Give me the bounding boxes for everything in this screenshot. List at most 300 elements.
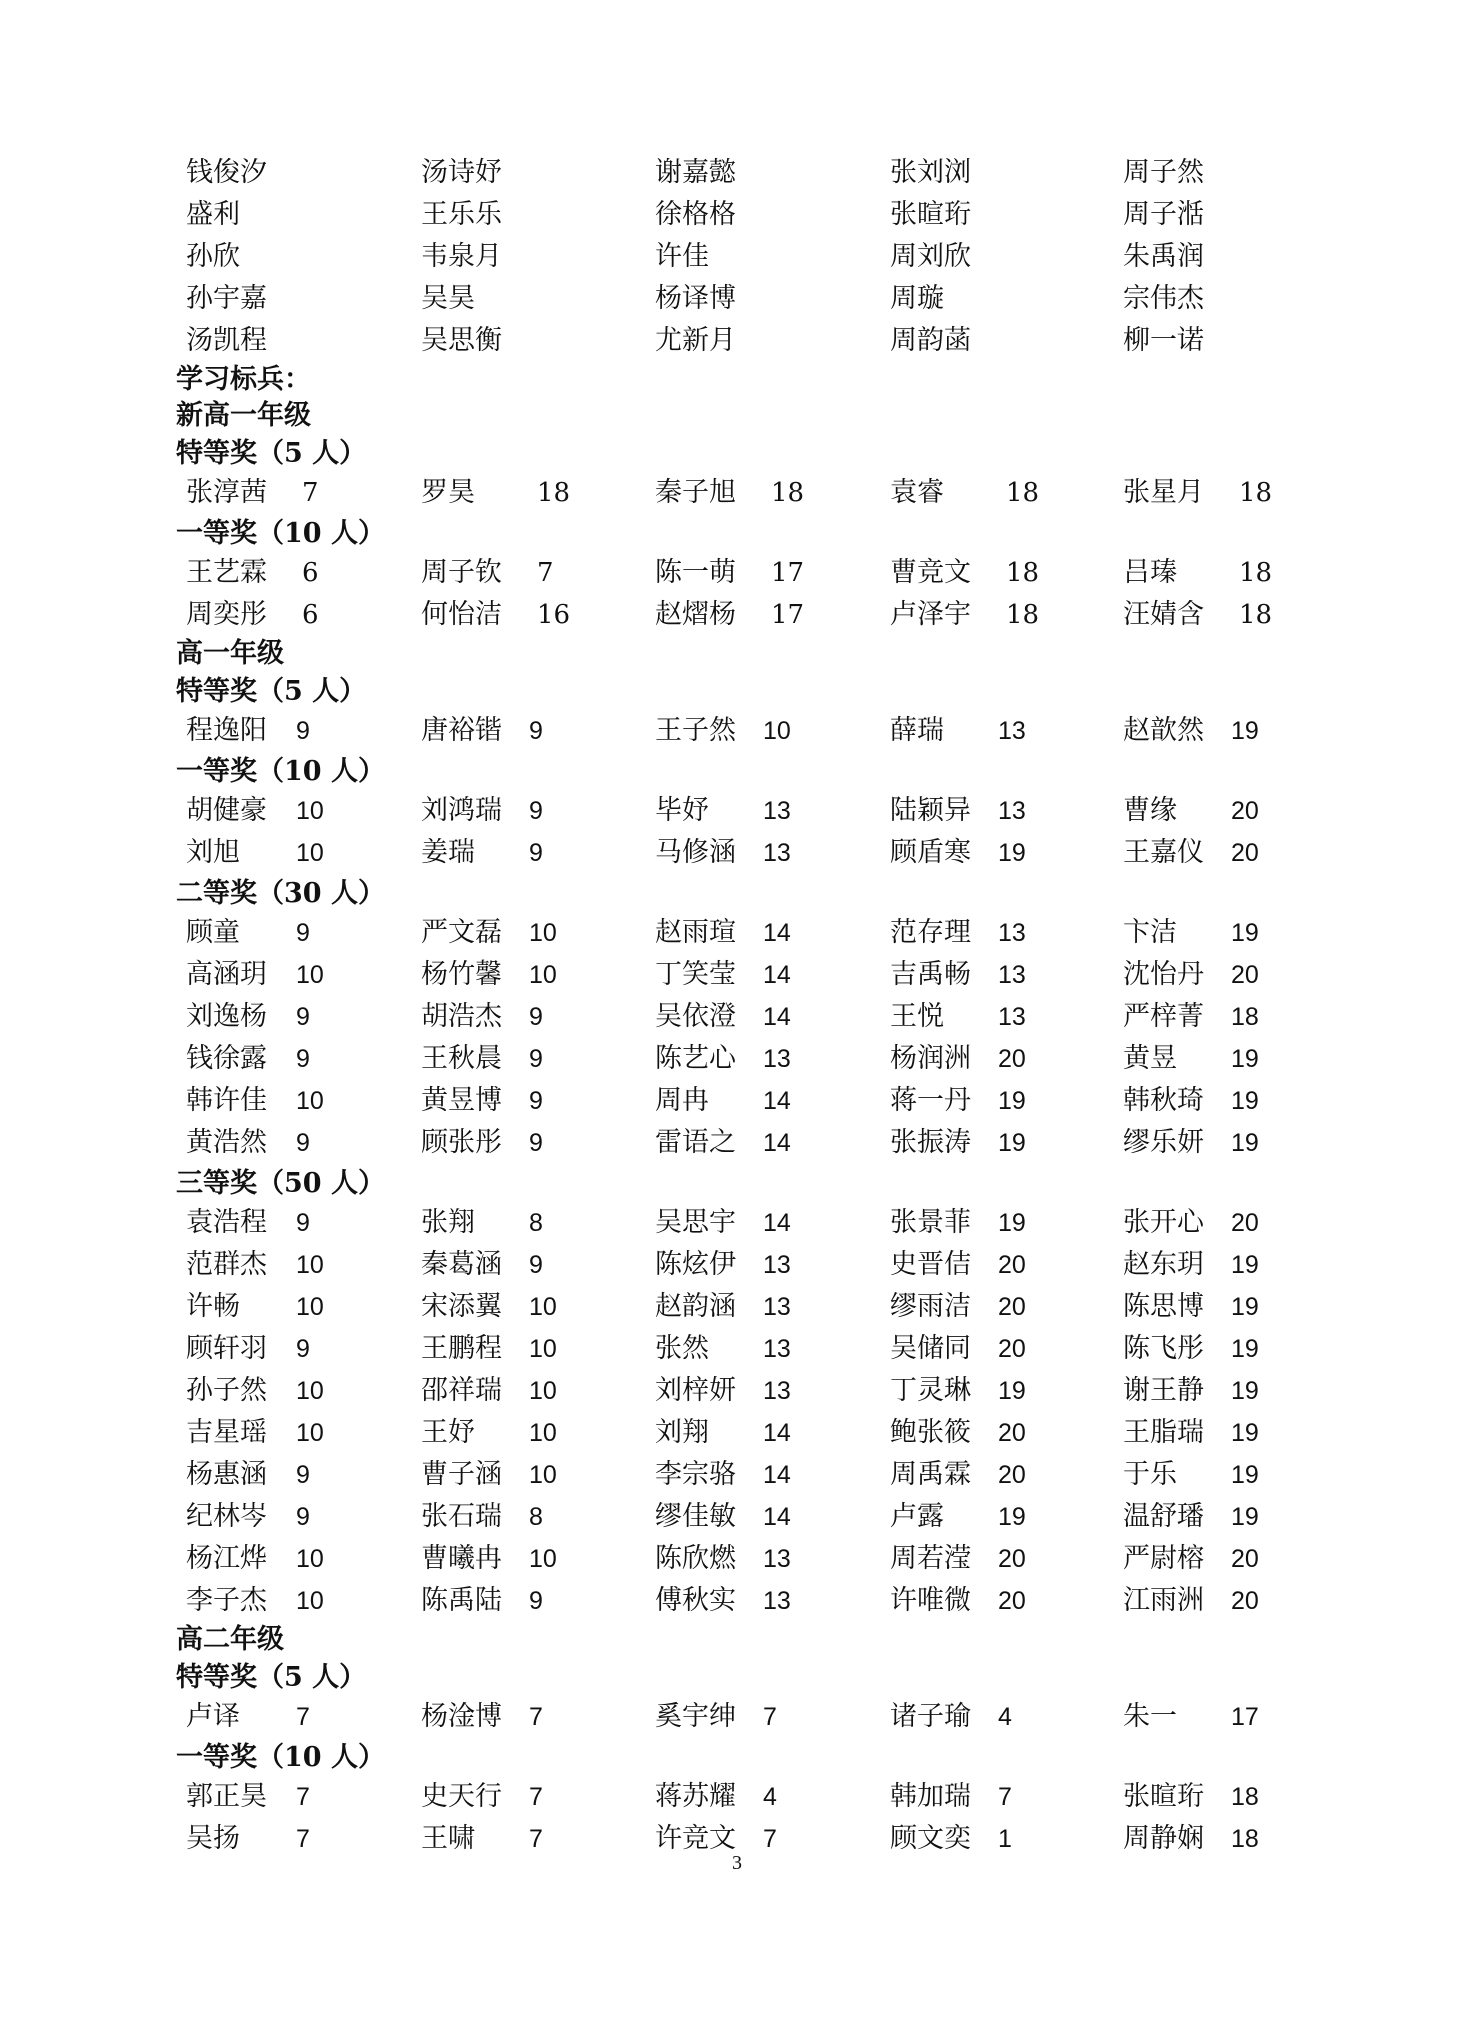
- class-number: 9: [529, 1087, 543, 1115]
- student-name: 纪林岑: [186, 1501, 267, 1532]
- student-name: 丁灵琳: [890, 1375, 971, 1406]
- class-number: 20: [1231, 961, 1259, 989]
- class-number: 13: [998, 1003, 1026, 1031]
- award-entry: [890, 710, 1026, 752]
- student-name: 范群杰: [186, 1249, 267, 1280]
- class-number: 10: [296, 797, 324, 825]
- award-heading-row: [0, 752, 1474, 790]
- award-title: 一等奖（10 人）: [176, 756, 385, 787]
- class-number: 7: [763, 1825, 777, 1853]
- class-number: 14: [763, 1503, 791, 1531]
- class-number: 19: [1231, 1335, 1259, 1363]
- student-name: 程逸阳: [186, 715, 267, 746]
- class-number: 13: [763, 1293, 791, 1321]
- award-entry: [890, 1538, 1026, 1580]
- award-row: [0, 996, 1474, 1038]
- student-name: 诸子瑜: [890, 1701, 971, 1732]
- student-name: 吴思宇: [655, 1207, 736, 1238]
- student-name: 史晋佶: [890, 1249, 971, 1280]
- student-name: 张石瑞: [421, 1501, 502, 1532]
- award-entry: [421, 1286, 557, 1328]
- student-name: 陈一萌: [655, 557, 736, 588]
- student-name: 陈炫伊: [655, 1249, 736, 1280]
- student-name: 陈欣燃: [655, 1543, 736, 1574]
- student-name: 谢王静: [1123, 1375, 1204, 1406]
- award-entry: [186, 552, 319, 594]
- class-number: 13: [763, 1545, 791, 1573]
- student-name: 吴昊: [421, 283, 475, 314]
- class-number: 13: [998, 717, 1026, 745]
- award-entry: [1123, 954, 1259, 996]
- class-number: 14: [763, 961, 791, 989]
- student-name: 孙宇嘉: [186, 283, 267, 314]
- student-name: 顾童: [186, 917, 240, 948]
- award-entry: [655, 912, 791, 954]
- award-heading-row: [0, 1738, 1474, 1776]
- award-entry: [421, 710, 543, 752]
- award-entry: [421, 472, 571, 514]
- student-name: 曹竞文: [890, 557, 971, 588]
- award-entry: [1123, 832, 1259, 874]
- award-row: [0, 1776, 1474, 1818]
- student-name: 高涵玥: [186, 959, 267, 990]
- class-number: 19: [998, 1503, 1026, 1531]
- student-name: 张然: [655, 1333, 709, 1364]
- award-title: 一等奖（10 人）: [176, 1742, 385, 1773]
- class-number: 19: [1231, 1293, 1259, 1321]
- award-entry: [655, 954, 791, 996]
- award-entry: [890, 472, 1040, 514]
- student-name: 周璇: [890, 283, 944, 314]
- student-name: 刘翔: [655, 1417, 709, 1448]
- student-name: 朱禹润: [1123, 241, 1204, 272]
- student-name: 鲍张筱: [890, 1417, 971, 1448]
- award-row: [0, 710, 1474, 752]
- class-number: 9: [296, 717, 310, 745]
- award-row: [0, 1412, 1474, 1454]
- award-entry: [890, 1696, 1012, 1738]
- class-number: 7: [296, 1783, 310, 1811]
- award-entry: [421, 1328, 557, 1370]
- student-name: 王脂瑞: [1123, 1417, 1204, 1448]
- student-name: 蒋一丹: [890, 1085, 971, 1116]
- student-name: 周刘欣: [890, 241, 971, 272]
- award-entry: [186, 1412, 324, 1454]
- award-row: [0, 790, 1474, 832]
- class-number: 9: [529, 1587, 543, 1615]
- student-name: 赵韵涵: [655, 1291, 736, 1322]
- award-row: [0, 1202, 1474, 1244]
- award-entry: [655, 1776, 777, 1818]
- student-name: 刘逸杨: [186, 1001, 267, 1032]
- award-entry: [890, 552, 1040, 594]
- award-heading-row: [0, 1658, 1474, 1696]
- student-name: 缪雨洁: [890, 1291, 971, 1322]
- class-number: 14: [763, 1461, 791, 1489]
- class-number: 18: [1006, 558, 1040, 588]
- award-entry: [186, 1496, 310, 1538]
- award-row: [0, 1286, 1474, 1328]
- award-row: [0, 1370, 1474, 1412]
- class-number: 9: [296, 1503, 310, 1531]
- student-name: 吉禹畅: [890, 959, 971, 990]
- award-entry: [186, 1328, 310, 1370]
- award-entry: [186, 1202, 310, 1244]
- class-number: 10: [529, 1293, 557, 1321]
- award-entry: [421, 1202, 543, 1244]
- student-name: 陈思博: [1123, 1291, 1204, 1322]
- award-entry: [186, 1538, 324, 1580]
- class-number: 17: [1231, 1703, 1259, 1731]
- grade-heading-row: [0, 398, 1474, 434]
- student-name: 孙欣: [186, 241, 240, 272]
- class-number: 9: [529, 1045, 543, 1073]
- grade-title: 高一年级: [176, 638, 284, 669]
- award-entry: [421, 1580, 543, 1622]
- award-entry: [186, 912, 310, 954]
- student-name: 顾轩羽: [186, 1333, 267, 1364]
- class-number: 9: [529, 1251, 543, 1279]
- student-name: 江雨洲: [1123, 1585, 1204, 1616]
- award-entry: [655, 996, 791, 1038]
- award-entry: [421, 1080, 543, 1122]
- class-number: 18: [1006, 478, 1040, 508]
- class-number: 9: [296, 1209, 310, 1237]
- award-entry: [421, 552, 554, 594]
- award-entry: [890, 790, 1026, 832]
- student-name: 陆颖异: [890, 795, 971, 826]
- student-name: 周韵菡: [890, 325, 971, 356]
- student-name: 钱徐露: [186, 1043, 267, 1074]
- award-entry: [186, 594, 319, 636]
- class-number: 19: [1231, 1503, 1259, 1531]
- class-number: 7: [529, 1783, 543, 1811]
- class-number: 9: [529, 797, 543, 825]
- student-name: 王悦: [890, 1001, 944, 1032]
- award-entry: [1123, 1776, 1259, 1818]
- student-name: 蒋苏耀: [655, 1781, 736, 1812]
- class-number: 7: [529, 1703, 543, 1731]
- student-name: 宋添翼: [421, 1291, 502, 1322]
- award-row: [0, 1328, 1474, 1370]
- award-row: [0, 1538, 1474, 1580]
- grade-heading-row: [0, 636, 1474, 672]
- award-entry: [421, 1244, 543, 1286]
- student-name: 薛瑞: [890, 715, 944, 746]
- document-body: [0, 152, 1474, 1860]
- award-entry: [186, 472, 319, 514]
- award-entry: [421, 790, 543, 832]
- class-number: 10: [296, 1419, 324, 1447]
- student-name: 何怡洁: [421, 599, 502, 630]
- class-number: 14: [763, 1209, 791, 1237]
- student-name: 唐裕锴: [421, 715, 502, 746]
- award-entry: [1123, 1496, 1259, 1538]
- student-name: 王啸: [421, 1823, 475, 1854]
- student-name: 周冉: [655, 1085, 709, 1116]
- award-entry: [421, 996, 543, 1038]
- student-name: 杨译博: [655, 283, 736, 314]
- award-entry: [655, 1080, 791, 1122]
- student-name: 许竞文: [655, 1823, 736, 1854]
- student-name: 毕妤: [655, 795, 709, 826]
- award-entry: [186, 1244, 324, 1286]
- award-entry: [655, 472, 805, 514]
- award-entry: [186, 954, 324, 996]
- student-name: 周子钦: [421, 557, 502, 588]
- award-row: [0, 552, 1474, 594]
- student-name: 周子湉: [1123, 199, 1204, 230]
- award-entry: [421, 1696, 543, 1738]
- class-number: 14: [763, 1419, 791, 1447]
- class-number: 18: [1239, 558, 1273, 588]
- grade-title: 新高一年级: [176, 400, 311, 431]
- class-number: 19: [1231, 1087, 1259, 1115]
- award-entry: [1123, 1122, 1259, 1164]
- class-number: 19: [1231, 1419, 1259, 1447]
- class-number: 10: [296, 1293, 324, 1321]
- award-entry: [890, 954, 1026, 996]
- award-entry: [890, 832, 1026, 874]
- award-row: [0, 1038, 1474, 1080]
- award-entry: [890, 1244, 1026, 1286]
- class-number: 19: [998, 1129, 1026, 1157]
- class-number: 13: [998, 919, 1026, 947]
- award-row: [0, 1122, 1474, 1164]
- student-name: 柳一诺: [1123, 325, 1204, 356]
- award-entry: [186, 1580, 324, 1622]
- student-name: 刘梓妍: [655, 1375, 736, 1406]
- award-entry: [655, 790, 791, 832]
- student-name: 陈艺心: [655, 1043, 736, 1074]
- student-name: 杨竹馨: [421, 959, 502, 990]
- award-entry: [655, 1286, 791, 1328]
- student-name: 周子然: [1123, 157, 1204, 188]
- award-entry: [1123, 552, 1273, 594]
- student-name: 徐格格: [655, 199, 736, 230]
- student-name: 温舒璠: [1123, 1501, 1204, 1532]
- student-name: 周若滢: [890, 1543, 971, 1574]
- class-number: 20: [998, 1419, 1026, 1447]
- student-name: 史天行: [421, 1781, 502, 1812]
- student-name: 黄浩然: [186, 1127, 267, 1158]
- class-number: 4: [998, 1703, 1012, 1731]
- award-entry: [186, 1454, 310, 1496]
- student-name: 顾文奕: [890, 1823, 971, 1854]
- class-number: 13: [998, 961, 1026, 989]
- award-entry: [421, 1496, 543, 1538]
- class-number: 18: [1231, 1003, 1259, 1031]
- class-number: 20: [1231, 797, 1259, 825]
- award-entry: [655, 1538, 791, 1580]
- student-name: 刘旭: [186, 837, 240, 868]
- student-name: 袁浩程: [186, 1207, 267, 1238]
- student-name: 周奕彤: [186, 599, 267, 630]
- award-entry: [655, 552, 805, 594]
- student-name: 黄昱博: [421, 1085, 502, 1116]
- section-title: 学习标兵：: [176, 364, 311, 395]
- class-number: 20: [1231, 1545, 1259, 1573]
- class-number: 19: [1231, 1251, 1259, 1279]
- student-name: 严尉榕: [1123, 1543, 1204, 1574]
- award-entry: [655, 1412, 791, 1454]
- award-entry: [186, 1696, 310, 1738]
- student-name: 韦泉月: [421, 241, 502, 272]
- award-entry: [1123, 1412, 1259, 1454]
- student-name: 卢泽宇: [890, 599, 971, 630]
- award-entry: [186, 710, 310, 752]
- class-number: 20: [998, 1587, 1026, 1615]
- class-number: 9: [529, 1003, 543, 1031]
- award-entry: [421, 912, 557, 954]
- class-number: 13: [763, 797, 791, 825]
- student-name: 韩许佳: [186, 1085, 267, 1116]
- student-name: 吴依澄: [655, 1001, 736, 1032]
- student-name: 汤凯程: [186, 325, 267, 356]
- award-row: [0, 912, 1474, 954]
- student-name: 张刘浏: [890, 157, 971, 188]
- class-number: 10: [296, 1587, 324, 1615]
- award-entry: [1123, 594, 1273, 636]
- student-name: 赵歆然: [1123, 715, 1204, 746]
- class-number: 20: [1231, 1209, 1259, 1237]
- class-number: 19: [998, 839, 1026, 867]
- student-name: 于乐: [1123, 1459, 1177, 1490]
- student-name: 张开心: [1123, 1207, 1204, 1238]
- award-entry: [1123, 996, 1259, 1038]
- class-number: 20: [1231, 839, 1259, 867]
- class-number: 9: [529, 839, 543, 867]
- award-entry: [655, 1328, 791, 1370]
- award-entry: [186, 1122, 310, 1164]
- student-name: 尤新月: [655, 325, 736, 356]
- award-row: [0, 1580, 1474, 1622]
- student-name: 张暄珩: [1123, 1781, 1204, 1812]
- class-number: 10: [296, 839, 324, 867]
- class-number: 19: [1231, 1045, 1259, 1073]
- student-name: 范存理: [890, 917, 971, 948]
- class-number: 13: [763, 839, 791, 867]
- award-entry: [890, 1122, 1026, 1164]
- student-name: 吕瑧: [1123, 557, 1177, 588]
- name-row: [0, 194, 1474, 236]
- student-name: 曹缘: [1123, 795, 1177, 826]
- class-number: 18: [1239, 478, 1273, 508]
- award-entry: [655, 1580, 791, 1622]
- award-entry: [655, 710, 791, 752]
- award-entry: [1123, 1370, 1259, 1412]
- student-name: 张振涛: [890, 1127, 971, 1158]
- student-name: 秦子旭: [655, 477, 736, 508]
- student-name: 顾盾寒: [890, 837, 971, 868]
- class-number: 7: [763, 1703, 777, 1731]
- student-name: 刘鸿瑞: [421, 795, 502, 826]
- class-number: 9: [296, 1129, 310, 1157]
- award-entry: [655, 832, 791, 874]
- class-number: 10: [529, 961, 557, 989]
- student-name: 王鹏程: [421, 1333, 502, 1364]
- award-entry: [421, 954, 557, 996]
- award-entry: [655, 1496, 791, 1538]
- student-name: 傅秋实: [655, 1585, 736, 1616]
- student-name: 张淳茜: [186, 477, 267, 508]
- class-number: 18: [771, 478, 805, 508]
- award-entry: [655, 1244, 791, 1286]
- award-entry: [890, 1454, 1026, 1496]
- student-name: 王乐乐: [421, 199, 502, 230]
- award-entry: [655, 1202, 791, 1244]
- award-entry: [1123, 1038, 1259, 1080]
- class-number: 19: [998, 1087, 1026, 1115]
- award-entry: [655, 1038, 791, 1080]
- student-name: 张景菲: [890, 1207, 971, 1238]
- award-title: 特等奖（5 人）: [176, 1662, 367, 1693]
- award-row: [0, 1244, 1474, 1286]
- student-name: 曹曦冉: [421, 1543, 502, 1574]
- student-name: 张翔: [421, 1207, 475, 1238]
- award-entry: [1123, 710, 1259, 752]
- student-name: 吴储同: [890, 1333, 971, 1364]
- award-title: 三等奖（50 人）: [176, 1168, 385, 1199]
- student-name: 陈飞彤: [1123, 1333, 1204, 1364]
- class-number: 19: [998, 1209, 1026, 1237]
- award-title: 一等奖（10 人）: [176, 518, 385, 549]
- class-number: 17: [771, 600, 805, 630]
- class-number: 7: [296, 1703, 310, 1731]
- award-entry: [421, 1454, 557, 1496]
- student-name: 赵东玥: [1123, 1249, 1204, 1280]
- class-number: 18: [1239, 600, 1273, 630]
- award-entry: [890, 1286, 1026, 1328]
- award-heading-row: [0, 434, 1474, 472]
- student-name: 顾张彤: [421, 1127, 502, 1158]
- class-number: 10: [296, 1545, 324, 1573]
- class-number: 13: [998, 797, 1026, 825]
- award-entry: [655, 594, 805, 636]
- student-name: 严文磊: [421, 917, 502, 948]
- award-entry: [421, 1538, 557, 1580]
- class-number: 14: [763, 919, 791, 947]
- class-number: 10: [296, 1087, 324, 1115]
- award-row: [0, 1696, 1474, 1738]
- class-number: 19: [1231, 1461, 1259, 1489]
- student-name: 汤诗妤: [421, 157, 502, 188]
- student-name: 缪乐妍: [1123, 1127, 1204, 1158]
- page-number: 3: [732, 1852, 742, 1874]
- award-entry: [1123, 1244, 1259, 1286]
- student-name: 沈怡丹: [1123, 959, 1204, 990]
- award-entry: [186, 790, 324, 832]
- student-name: 杨江烨: [186, 1543, 267, 1574]
- award-entry: [655, 1454, 791, 1496]
- class-number: 13: [763, 1251, 791, 1279]
- class-number: 10: [763, 717, 791, 745]
- student-name: 王嘉仪: [1123, 837, 1204, 868]
- award-entry: [186, 1776, 310, 1818]
- student-name: 韩秋琦: [1123, 1085, 1204, 1116]
- award-entry: [1123, 1538, 1259, 1580]
- student-name: 王子然: [655, 715, 736, 746]
- student-name: 许佳: [655, 241, 709, 272]
- award-entry: [186, 1038, 310, 1080]
- award-entry: [421, 1038, 543, 1080]
- award-entry: [890, 1776, 1012, 1818]
- student-name: 胡浩杰: [421, 1001, 502, 1032]
- award-entry: [1123, 1080, 1259, 1122]
- award-entry: [890, 1080, 1026, 1122]
- award-row: [0, 1496, 1474, 1538]
- student-name: 韩加瑞: [890, 1781, 971, 1812]
